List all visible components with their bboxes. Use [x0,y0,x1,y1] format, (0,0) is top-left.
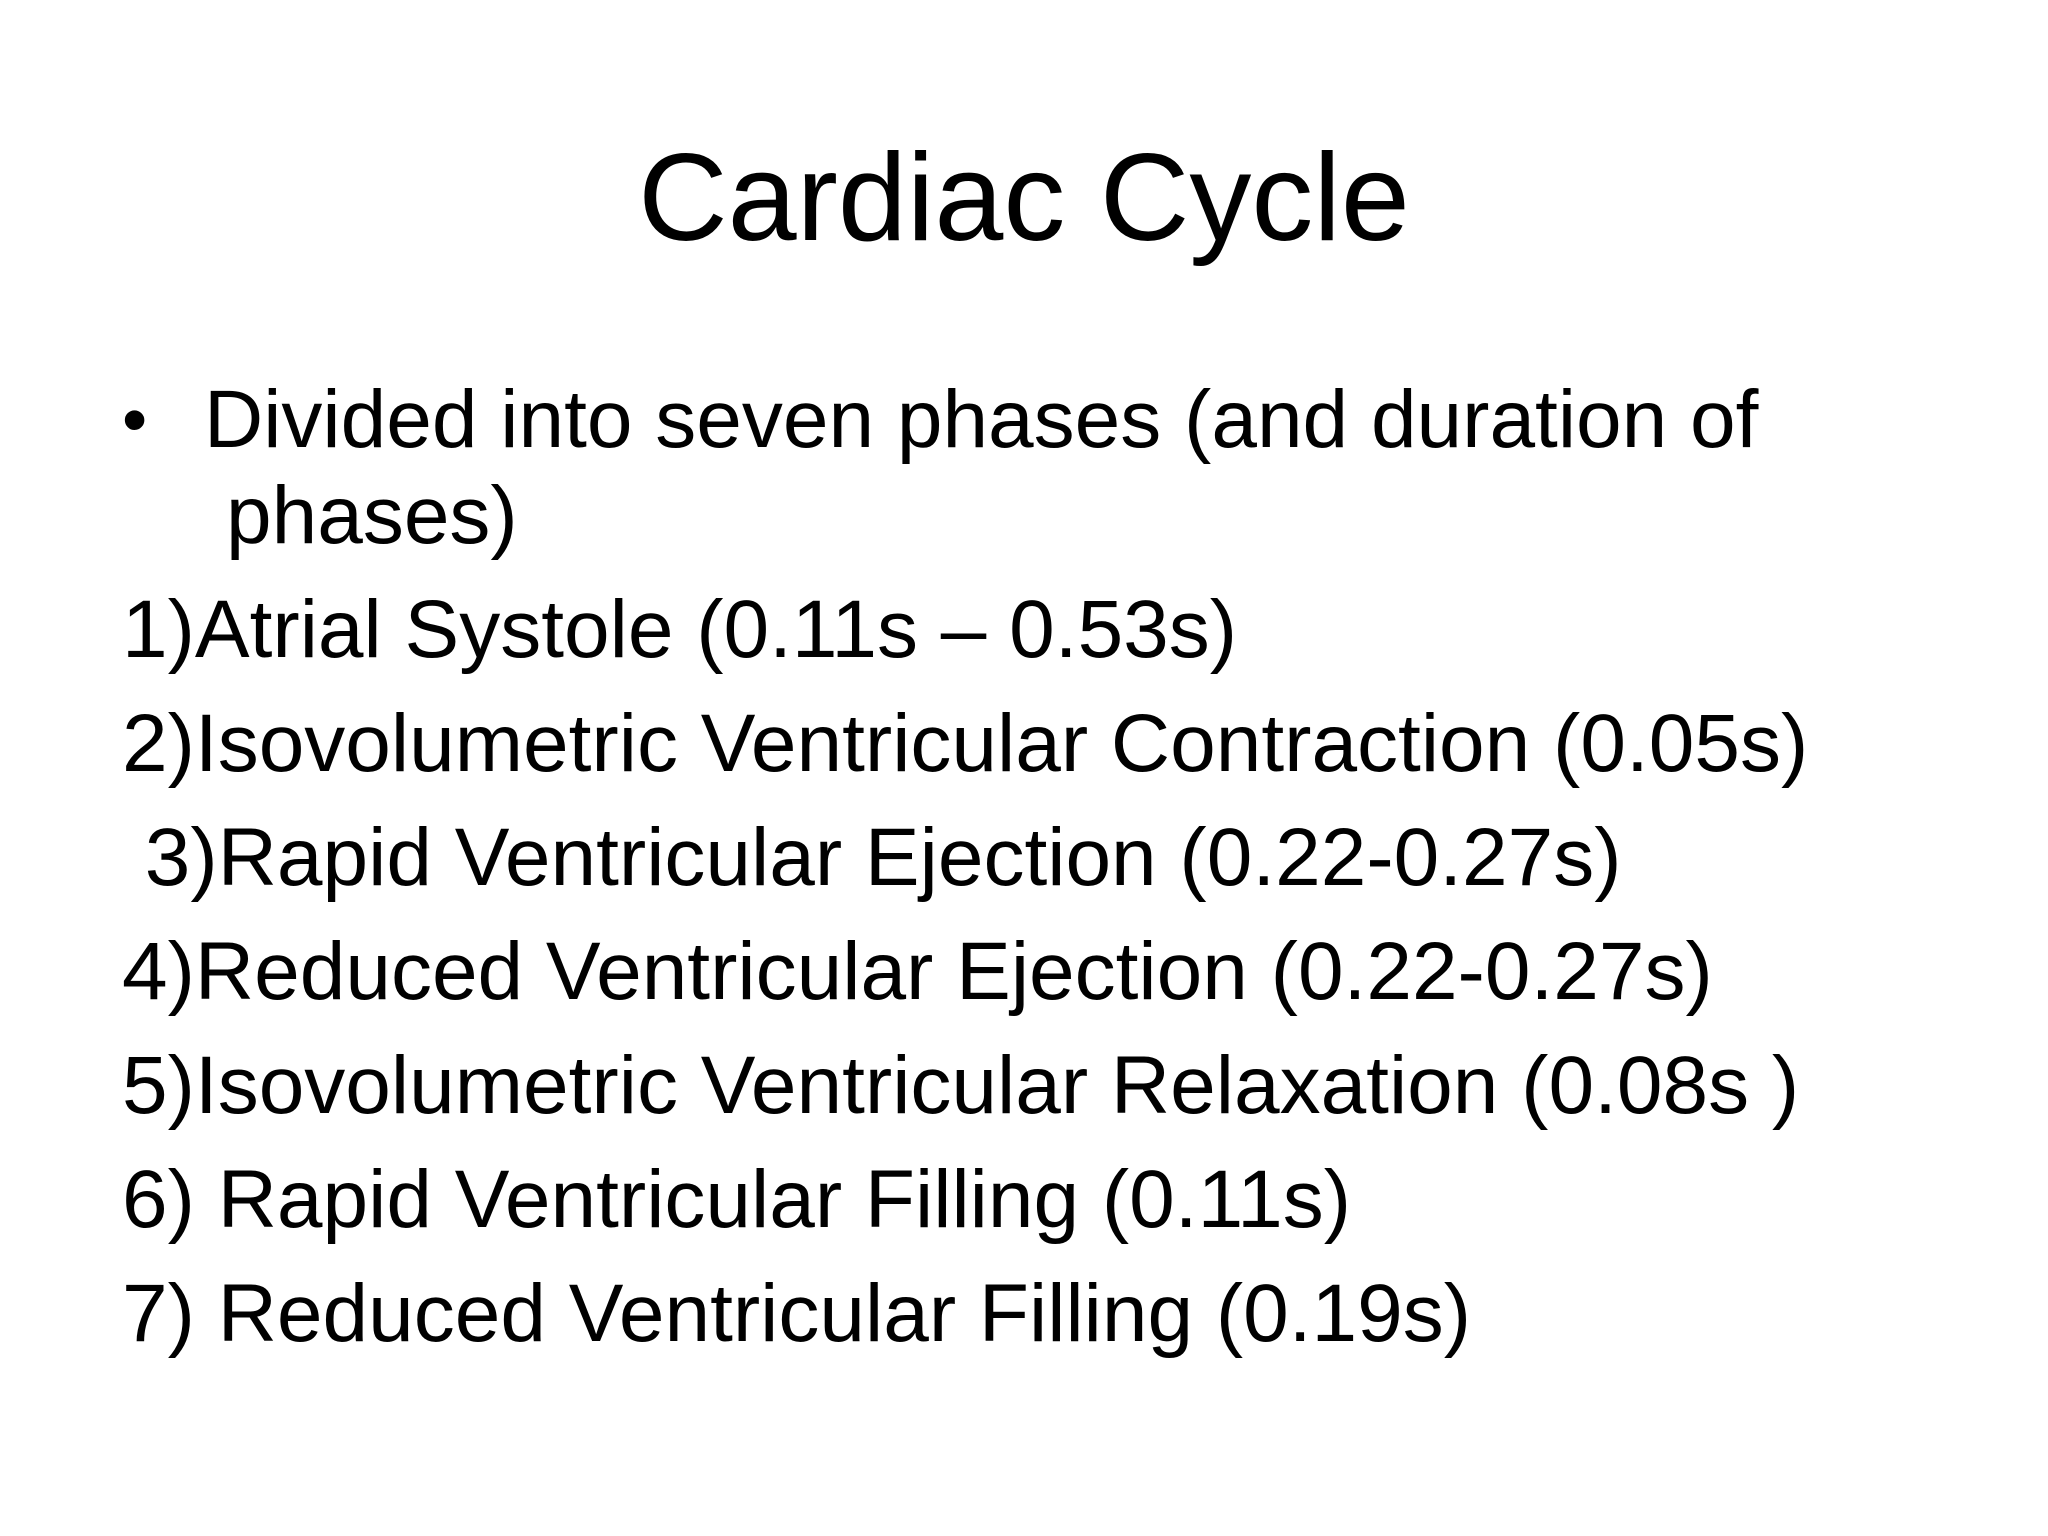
phase-item-6: 6) Rapid Ventricular Filling (0.11s) [122,1154,1351,1245]
phase-item-5: 5)Isovolumetric Ventricular Relaxation (0.08s ) [122,1040,1800,1131]
bullet-line-2: phases) [226,470,518,561]
phase-item-3: 3)Rapid Ventricular Ejection (0.22-0.27s) [122,812,1622,903]
bullet-text [204,372,1894,564]
bullet-dot-icon: • [122,380,148,460]
bullet-line-1: Divided into seven phases (and duration of [204,374,1759,465]
phase-item-1: 1)Atrial Systole (0.11s – 0.53s) [122,584,1238,675]
phase-item-4: 4)Reduced Ventricular Ejection (0.22-0.27s) [122,926,1713,1017]
slide-title: Cardiac Cycle [638,129,1410,267]
phase-item-7: 7) Reduced Ventricular Filling (0.19s) [122,1268,1472,1359]
phase-item-2: 2)Isovolumetric Ventricular Contraction (0.05s) [122,698,1809,789]
